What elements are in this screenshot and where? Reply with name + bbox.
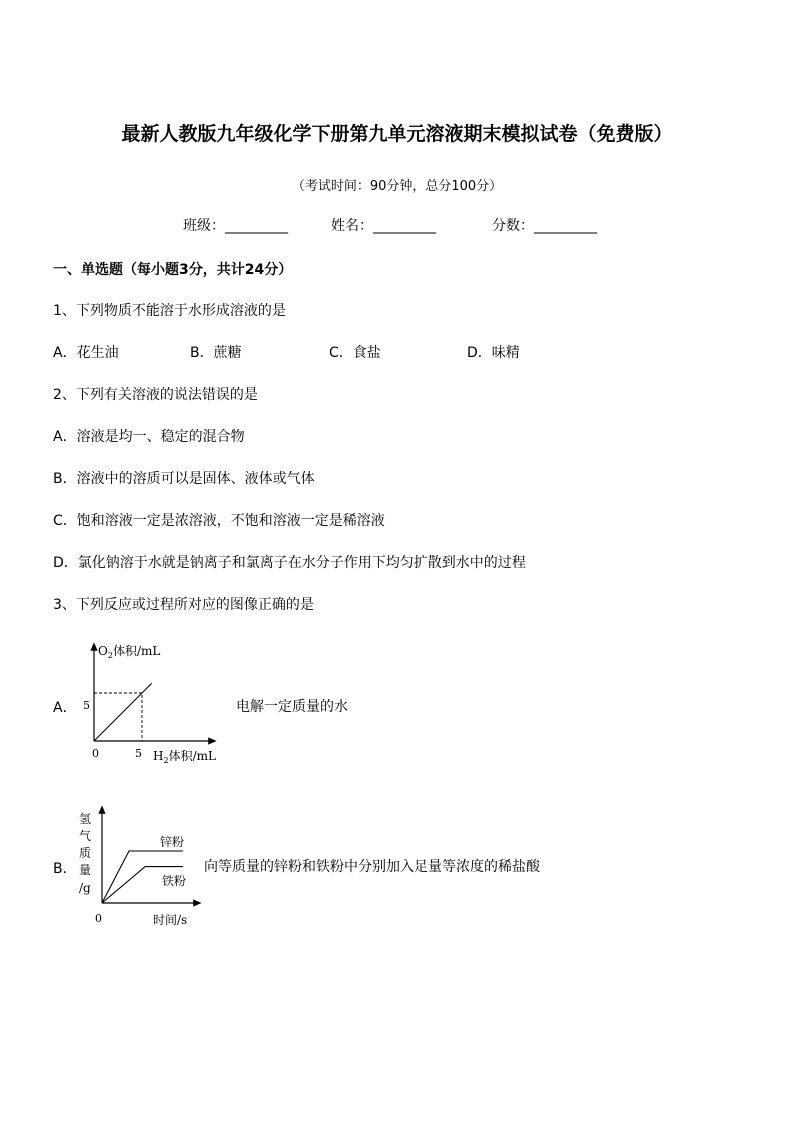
q2-option-d: D．氯化钠溶于水就是钠离子和氯离子在水分子作用下均匀扩散到水中的过程	[53, 555, 526, 571]
chart-b-label-zn: 锌粉	[160, 835, 185, 849]
q1-option-a: A．花生油	[53, 345, 119, 361]
chart-a-x-tick: 5	[135, 747, 142, 760]
chart-a-y-label: $O_2$体积/mL	[98, 644, 161, 660]
q2-option-a: A．溶液是均一、稳定的混合物	[53, 429, 245, 445]
question-1-stem: 1、下列物质不能溶于水形成溶液的是	[53, 303, 286, 319]
chart-b	[76, 806, 204, 930]
q3-option-b-desc: 向等质量的锌粉和铁粉中分别加入足量等浓度的稀盐酸	[204, 859, 540, 875]
question-3-stem: 3、下列反应或过程所对应的图像正确的是	[53, 597, 314, 613]
chart-b-y-label-1: 氢	[79, 812, 92, 826]
chart-b-label-fe: 铁粉	[162, 874, 187, 888]
chart-a-origin: 0	[92, 747, 99, 760]
chart-b-y-label-4: 量	[79, 863, 92, 877]
chart-a	[78, 640, 238, 770]
chart-b-y-label-3: 质	[79, 846, 92, 860]
q2-option-b: B．溶液中的溶质可以是固体、液体或气体	[53, 471, 315, 487]
section-title: 一、单选题（每小题3分，共计24分）	[53, 262, 293, 278]
question-2-stem: 2、下列有关溶液的说法错误的是	[53, 387, 258, 403]
q3-option-a-letter: A．	[53, 700, 77, 716]
q1-option-c: C．食盐	[329, 345, 381, 361]
q1-option-d: D．味精	[467, 345, 520, 361]
chart-a-series-line	[94, 683, 152, 741]
chart-a-x-label: $H_2$体积/mL	[153, 749, 216, 765]
name-field: 姓名：_________	[331, 218, 436, 234]
chart-b-y-label-5: /g	[79, 881, 91, 895]
chart-a-y-tick: 5	[83, 699, 90, 712]
page-title: 最新人教版九年级化学下册第九单元溶液期末模拟试卷（免费版）	[121, 123, 673, 145]
exam-info: （考试时间：90分钟，总分100分）	[291, 179, 503, 194]
class-field: 班级：_________	[183, 218, 288, 234]
q3-option-a-desc: 电解一定质量的水	[236, 699, 348, 715]
chart-b-x-label: 时间/s	[153, 913, 188, 927]
q3-option-b-letter: B．	[53, 861, 77, 877]
chart-b-origin: 0	[95, 912, 102, 925]
q1-option-b: B．蔗糖	[190, 345, 242, 361]
chart-b-y-label-2: 气	[79, 829, 92, 843]
score-field: 分数：_________	[492, 218, 597, 234]
q2-option-c: C．饱和溶液一定是浓溶液，不饱和溶液一定是稀溶液	[53, 513, 385, 529]
